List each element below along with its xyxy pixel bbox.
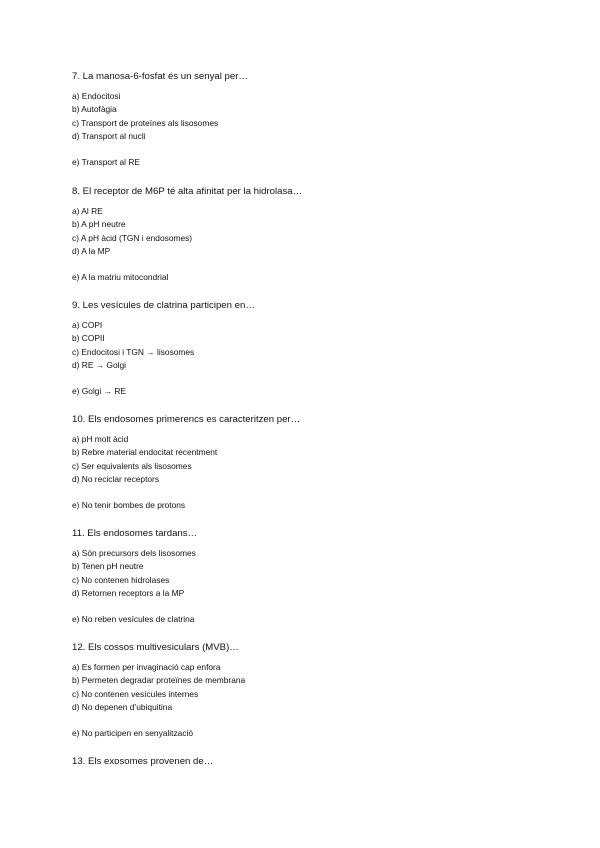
question-title: 12. Els cossos multivesiculars (MVB)… bbox=[72, 642, 239, 653]
option-c: c) Endocitosi i TGN → lisosomes bbox=[72, 346, 195, 357]
question-8 bbox=[72, 186, 552, 284]
question-title: 9. Les vesícules de clatrina participen en… bbox=[72, 300, 255, 311]
question-title: 13. Els exosomes provenen de… bbox=[72, 756, 214, 767]
option-a: a) Endocitosi bbox=[72, 91, 121, 101]
option-d: d) No depenen d’ubiquitina bbox=[72, 702, 173, 713]
option-c: c) Transport de proteïnes als lisosomes bbox=[72, 117, 219, 128]
question-9 bbox=[72, 300, 552, 398]
question-11 bbox=[72, 528, 552, 626]
option-e: e) Transport al RE bbox=[72, 156, 140, 167]
option-d: d) Retornen receptors a la MP bbox=[72, 588, 185, 599]
option-d: d) Transport al nucli bbox=[72, 131, 146, 142]
question-title: 10. Els endosomes primerencs es caracteritzen per… bbox=[72, 414, 301, 425]
option-b: b) Rebre material endocitat recentment bbox=[72, 447, 218, 458]
option-a: a) Al RE bbox=[72, 206, 103, 216]
option-d: d) RE → Golgi bbox=[72, 360, 126, 371]
option-b: b) A pH neutre bbox=[72, 219, 126, 230]
question-10 bbox=[72, 414, 552, 512]
option-a: a) COPI bbox=[72, 320, 103, 330]
question-title: 8. El receptor de M6P té alta afinitat per la hidrolasa… bbox=[72, 186, 303, 197]
option-e: e) No tenir bombes de protons bbox=[72, 499, 186, 510]
question-title: 11. Els endosomes tardans… bbox=[72, 528, 198, 539]
question-7 bbox=[72, 71, 552, 169]
option-a: a) Són precursors dels lisosomes bbox=[72, 548, 196, 558]
option-b: b) Permeten degradar proteïnes de membrana bbox=[72, 675, 246, 686]
option-c: c) No contenen vesícules internes bbox=[72, 688, 199, 699]
option-e: e) Golgi → RE bbox=[72, 385, 126, 396]
option-a: a) Es formen per invaginació cap enfora bbox=[72, 662, 221, 672]
option-c: c) A pH àcid (TGN i endosomes) bbox=[72, 232, 193, 243]
option-b: b) COPII bbox=[72, 333, 105, 344]
option-e: e) A la matriu mitocondrial bbox=[72, 271, 169, 282]
question-12 bbox=[72, 642, 552, 740]
option-d: d) A la MP bbox=[72, 246, 111, 257]
option-e: e) No reben vesícules de clatrina bbox=[72, 613, 195, 624]
question-13 bbox=[72, 756, 552, 775]
option-e: e) No participen en senyalització bbox=[72, 727, 194, 738]
option-b: b) Autofàgia bbox=[72, 104, 117, 115]
option-d: d) No reciclar receptors bbox=[72, 474, 160, 485]
option-a: a) pH molt àcid bbox=[72, 434, 129, 444]
option-b: b) Tenen pH neutre bbox=[72, 561, 144, 572]
question-title: 7. La manosa-6-fosfat és un senyal per… bbox=[72, 71, 248, 82]
option-c: c) Ser equivalents als lisosomes bbox=[72, 460, 192, 471]
option-c: c) No contenen hidrolases bbox=[72, 574, 170, 585]
